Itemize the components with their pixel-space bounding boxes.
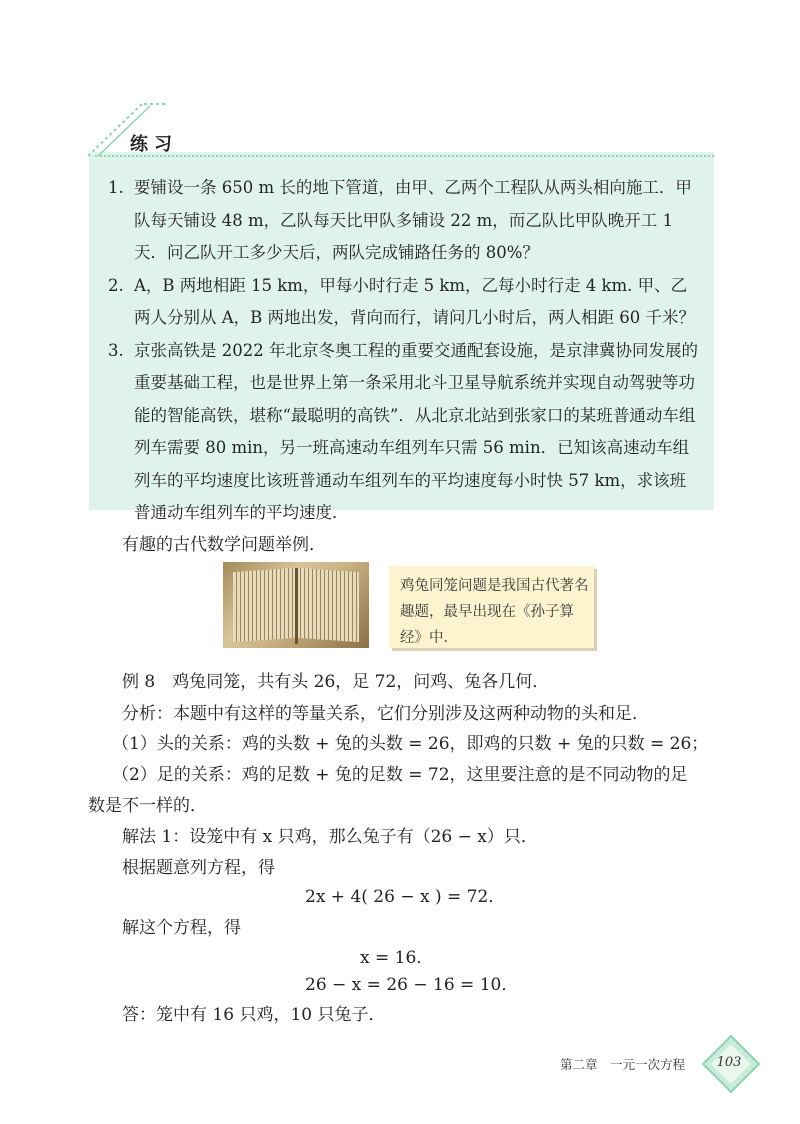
chapter-footer: 第二章 一元一次方程 <box>560 1057 686 1072</box>
problem-text: 要铺设一条 650 m 长的地下管道，由甲、乙两个工程队从两头相向施工．甲队每天铺设 48 m，乙队每天比甲队多铺设 22 m，而乙队比甲队晚开工 1 天．问乙队开工多少天后，两队完成铺路任务的 80%？ <box>134 178 692 262</box>
exercise-top-border <box>95 155 714 157</box>
relation-1: （1）头的关系：鸡的头数 + 兔的头数 = 26，即鸡的只数 + 兔的只数 = 26； <box>112 734 709 754</box>
exercise-title: 练习 <box>130 134 178 155</box>
setup-text: 根据题意列方程，得 <box>122 858 275 878</box>
relation-2-line2: 数是不一样的． <box>88 796 207 816</box>
equation-3: 26 − x = 26 − 16 = 10． <box>305 975 519 995</box>
example-heading: 例 8 鸡兔同笼，共有头 26，足 72，问鸡、兔各几何． <box>122 672 550 692</box>
analysis-text: 分析：本题中有这样的等量关系，它们分别涉及这两种动物的头和足． <box>122 704 649 724</box>
book-left-page <box>233 568 295 642</box>
book-spine <box>295 568 298 644</box>
relation-2-line1: （2）足的关系：鸡的足数 + 兔的足数 = 72，这里要注意的是不同动物的足 <box>112 765 688 785</box>
problem-item <box>108 270 698 335</box>
book-right-page <box>297 568 359 642</box>
equation-2: x = 16． <box>360 948 434 968</box>
side-note-text: 鸡兔同笼问题是我国古代著名趣题，最早出现在《孙子算经》中． <box>400 578 589 646</box>
problem-number: 1. <box>108 178 124 197</box>
exercise-problem-list <box>108 172 698 530</box>
intro-text: 有趣的古代数学问题举例． <box>122 535 326 555</box>
problem-number: 3. <box>108 340 124 360</box>
problem-number: 2. <box>108 275 124 295</box>
problem-item <box>108 335 698 530</box>
equation-1: 2x + 4( 26 − x ) = 72． <box>305 887 506 907</box>
page-number: 103 <box>716 1055 742 1070</box>
solve-text: 解这个方程，得 <box>122 918 241 938</box>
answer-text: 答：笼中有 16 只鸡，10 只兔子． <box>122 1005 386 1025</box>
solution-1: 解法 1：设笼中有 x 只鸡，那么兔子有（26 − x）只． <box>122 827 538 847</box>
ancient-book-image <box>223 562 369 648</box>
problem-item <box>108 172 698 270</box>
problem-text: A，B 两地相距 15 km，甲每小时行走 5 km，乙每小时行走 4 km. 甲、乙两人分别从 A，B 两地出发，背向而行，请问几小时后，两人相距 60 千米？ <box>134 275 696 327</box>
problem-text: 京张高铁是 2022 年北京冬奥工程的重要交通配套设施，是京津冀协同发展的重要基础工程，也是世界上第一条采用北斗卫星导航系统并实现自动驾驶等功能的智能高铁，堪称“最聪明的高铁”．从北京北站到张家口的某班普通动车组列车需要 80 min，另一班高速动车组列车只需 56 min．已知该高速动车组列车的平均速度比该班普通动车组列车的平均速度每小时快 57 km，求该班普通动车组列车的平均速度． <box>134 340 698 522</box>
